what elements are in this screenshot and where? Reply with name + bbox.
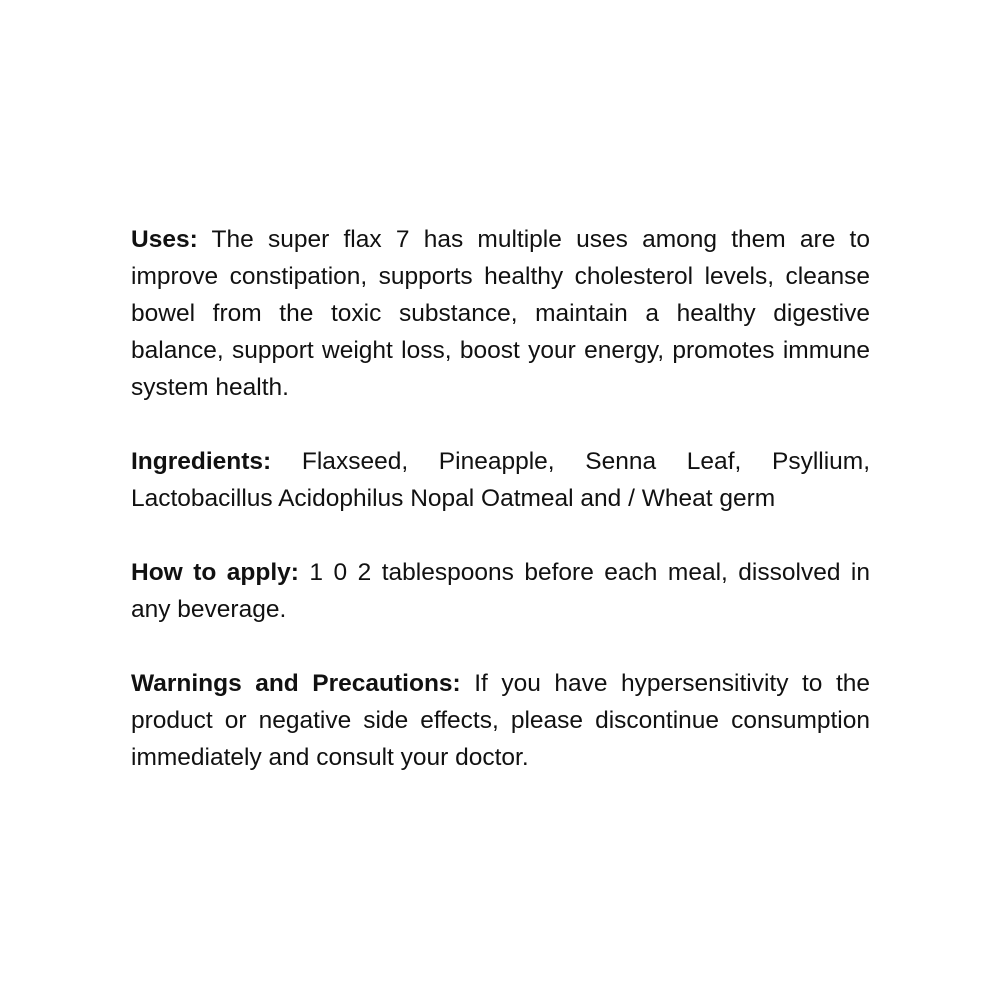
- uses-label: Uses:: [131, 226, 198, 253]
- uses-text: The super flax 7 has multiple uses among them are to improve constipation, supports healthy cholesterol levels, cleanse bowel from the toxic substance, maintain a healthy digestive balance, support weight loss, boost your energy, promotes immune system health.: [131, 226, 870, 401]
- how-to-apply-text: 1 0 2 tablespoons before each meal, dissolved in any beverage.: [131, 559, 870, 623]
- how-to-apply-section: [131, 554, 870, 628]
- warnings-section: [131, 665, 870, 776]
- warnings-text: If you have hypersensitivity to the product or negative side effects, please discontinue consumption immediately and consult your doctor.: [131, 670, 871, 771]
- ingredients-label: Ingredients:: [131, 448, 272, 475]
- how-to-apply-label: How to apply:: [131, 559, 299, 586]
- uses-section: [131, 221, 870, 406]
- product-info: [131, 221, 870, 813]
- ingredients-section: [131, 443, 870, 517]
- warnings-label: Warnings and Precautions:: [131, 670, 461, 697]
- ingredients-text: Flaxseed, Pineapple, Senna Leaf, Psyllium, Lactobacillus Acidophilus Nopal Oatmeal and / Wheat germ: [131, 448, 870, 512]
